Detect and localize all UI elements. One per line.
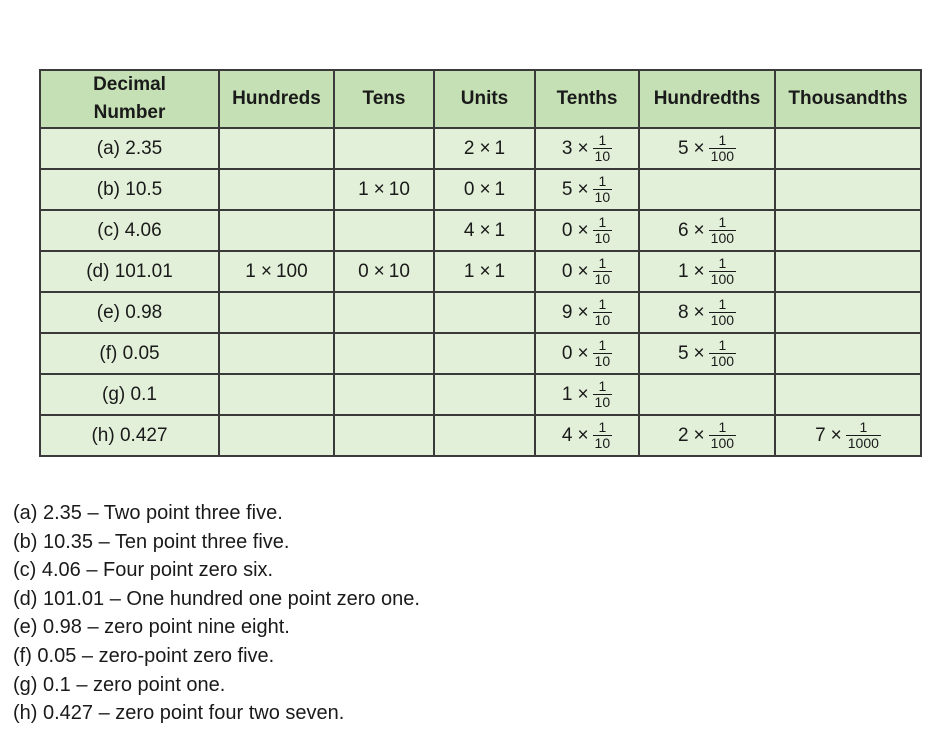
units-cell: [434, 415, 535, 456]
place-value-term: [678, 420, 736, 451]
digit: 5: [677, 342, 689, 364]
fraction: [593, 174, 613, 205]
fraction-numerator: 1: [718, 132, 727, 148]
hundredths-cell: [639, 251, 775, 292]
fraction-denominator: 10: [594, 394, 611, 410]
place-value-term: [815, 420, 881, 451]
fraction: [593, 338, 613, 369]
fraction: [593, 379, 613, 410]
place-value-term: [562, 133, 612, 164]
place-value-term: [678, 256, 736, 287]
table-row: [40, 374, 921, 415]
reading-item: (f) 0.05 – zero-point zero five.: [13, 644, 275, 667]
place-value-table: [39, 69, 922, 457]
digit: 9: [561, 301, 573, 323]
fraction-numerator: 1: [718, 419, 727, 435]
digit: 2: [463, 137, 475, 159]
fraction-denominator: 100: [710, 271, 735, 287]
table-row: [40, 128, 921, 169]
tenths-cell: [535, 333, 639, 374]
tens-cell: [334, 292, 434, 333]
place-multiplier: 100: [275, 260, 308, 282]
thousandths-cell: [775, 210, 921, 251]
place-multiplier: 10: [388, 178, 410, 200]
digit: 7: [815, 424, 826, 446]
fraction-numerator: 1: [718, 296, 727, 312]
reading-item: (a) 2.35 – Two point three five.: [13, 502, 283, 524]
fraction-numerator: 1: [598, 296, 607, 312]
times-sign: ×: [693, 219, 705, 241]
times-sign: ×: [693, 301, 705, 323]
hundreds-cell: [219, 128, 334, 169]
hundredths-cell: [639, 128, 775, 169]
fraction-numerator: 1: [718, 214, 727, 230]
place-multiplier: 10: [388, 260, 410, 282]
times-sign: ×: [693, 424, 705, 446]
thousandths-cell: [775, 169, 921, 210]
units-cell: [434, 128, 535, 169]
tens-cell: [334, 333, 434, 374]
fraction-numerator: 1: [598, 132, 607, 148]
thousandths-cell: [775, 251, 921, 292]
times-sign: ×: [693, 342, 705, 364]
times-sign: ×: [479, 137, 491, 159]
times-sign: ×: [577, 301, 589, 323]
hundreds-cell: [219, 415, 334, 456]
place-value-term: [464, 220, 505, 242]
place-value-term: [464, 261, 505, 283]
place-value-term: [678, 338, 736, 369]
times-sign: ×: [577, 137, 589, 159]
header-hundredths: Hundredths: [639, 70, 775, 128]
decimal-number-cell: (c) 4.06: [40, 210, 219, 251]
place-value-term: [562, 379, 612, 410]
hundredths-cell: [639, 169, 775, 210]
reading-item: (d) 101.01 – One hundred one point zero one.: [13, 587, 420, 610]
reading-item: (b) 10.35 – Ten point three five.: [13, 530, 290, 553]
fraction-denominator: 100: [710, 148, 735, 164]
digit: 1: [677, 260, 689, 282]
place-multiplier: 1: [494, 260, 506, 282]
times-sign: ×: [577, 342, 589, 364]
times-sign: ×: [693, 260, 705, 282]
hundreds-cell: [219, 374, 334, 415]
digit: 0: [463, 178, 475, 200]
table-row: [40, 251, 921, 292]
hundredths-cell: [639, 333, 775, 374]
place-value-term: [245, 261, 307, 283]
table-row: [40, 169, 921, 210]
fraction-denominator: 100: [710, 435, 735, 451]
fraction-numerator: 1: [598, 378, 607, 394]
times-sign: ×: [577, 424, 589, 446]
digit: 0: [358, 260, 369, 282]
digit: 1: [245, 260, 256, 282]
tens-cell: [334, 374, 434, 415]
units-cell: [434, 210, 535, 251]
fraction: [593, 256, 613, 287]
place-value-term: [562, 215, 612, 246]
fraction: [709, 215, 736, 246]
hundreds-cell: [219, 251, 334, 292]
decimal-number-cell: (h) 0.427: [40, 415, 219, 456]
fraction-denominator: 100: [710, 230, 735, 246]
place-value-term: [678, 133, 736, 164]
fraction-numerator: 1: [598, 214, 607, 230]
header-tens: Tens: [334, 70, 434, 128]
fraction: [593, 215, 613, 246]
times-sign: ×: [260, 260, 272, 282]
times-sign: ×: [479, 178, 491, 200]
tenths-cell: [535, 210, 639, 251]
place-value-term: [464, 138, 505, 160]
header-thousandths: Thousandths: [775, 70, 921, 128]
place-value-term: [562, 297, 612, 328]
decimal-number-cell: (a) 2.35: [40, 128, 219, 169]
tens-cell: [334, 128, 434, 169]
decimal-number-cell: (e) 0.98: [40, 292, 219, 333]
table-row: [40, 210, 921, 251]
hundreds-cell: [219, 292, 334, 333]
reading-item: (e) 0.98 – zero point nine eight.: [13, 616, 290, 639]
hundreds-cell: [219, 210, 334, 251]
place-value-term: [464, 179, 505, 201]
tenths-cell: [535, 251, 639, 292]
place-value-term: [562, 256, 612, 287]
thousandths-cell: [775, 128, 921, 169]
fraction: [846, 420, 881, 451]
place-multiplier: 1: [494, 178, 506, 200]
tenths-cell: [535, 415, 639, 456]
times-sign: ×: [577, 260, 589, 282]
digit: 0: [561, 342, 573, 364]
place-value-term: [562, 338, 612, 369]
units-cell: [434, 292, 535, 333]
fraction-denominator: 10: [594, 312, 611, 328]
fraction: [709, 256, 736, 287]
hundredths-cell: [639, 374, 775, 415]
fraction: [709, 338, 736, 369]
tens-cell: [334, 251, 434, 292]
reading-item: (g) 0.1 – zero point one.: [13, 673, 226, 696]
place-value-term: [678, 297, 736, 328]
fraction-numerator: 1: [598, 255, 607, 271]
times-sign: ×: [830, 424, 842, 446]
place-multiplier: 1: [494, 137, 506, 159]
header-decimal-number-line-2: Number: [93, 102, 166, 123]
digit: 5: [561, 178, 573, 200]
tens-cell: [334, 169, 434, 210]
table-row: [40, 415, 921, 456]
units-cell: [434, 251, 535, 292]
fraction: [709, 420, 736, 451]
fraction-numerator: 1: [859, 419, 868, 435]
fraction-numerator: 1: [718, 337, 727, 353]
digit: 0: [561, 260, 573, 282]
tenths-cell: [535, 128, 639, 169]
digit: 4: [561, 424, 573, 446]
table-row: [40, 333, 921, 374]
hundredths-cell: [639, 210, 775, 251]
place-value-term: [562, 174, 612, 205]
digit: 8: [677, 301, 689, 323]
digit: 1: [358, 178, 369, 200]
digit: 5: [677, 137, 689, 159]
thousandths-cell: [775, 333, 921, 374]
reading-item: (h) 0.427 – zero point four two seven.: [13, 702, 345, 725]
digit: 0: [561, 219, 573, 241]
header-tenths: Tenths: [535, 70, 639, 128]
digit: 3: [561, 137, 573, 159]
fraction: [593, 133, 613, 164]
fraction-denominator: 10: [594, 271, 611, 287]
tens-cell: [334, 210, 434, 251]
digit: 4: [463, 219, 475, 241]
decimal-number-cell: (f) 0.05: [40, 333, 219, 374]
place-value-term: [358, 261, 410, 283]
header-decimal-number-line-1: Decimal: [93, 74, 166, 95]
fraction-numerator: 1: [718, 255, 727, 271]
fraction-denominator: 10: [594, 148, 611, 164]
decimal-number-cell: (g) 0.1: [40, 374, 219, 415]
table-row: [40, 292, 921, 333]
hundreds-cell: [219, 169, 334, 210]
digit: 1: [561, 383, 573, 405]
thousandths-cell: [775, 415, 921, 456]
tenths-cell: [535, 292, 639, 333]
fraction-denominator: 10: [594, 189, 611, 205]
header-decimal-number: [40, 70, 219, 128]
times-sign: ×: [479, 219, 491, 241]
units-cell: [434, 374, 535, 415]
header-row: [40, 70, 921, 128]
header-hundreds: Hundreds: [219, 70, 334, 128]
reading-item: (c) 4.06 – Four point zero six.: [13, 559, 274, 582]
times-sign: ×: [577, 178, 589, 200]
hundredths-cell: [639, 415, 775, 456]
fraction-denominator: 10: [594, 435, 611, 451]
table-body: [40, 128, 921, 456]
header-units: Units: [434, 70, 535, 128]
times-sign: ×: [479, 260, 491, 282]
fraction-denominator: 1000: [847, 435, 879, 451]
fraction: [709, 133, 736, 164]
decimal-number-cell: (d) 101.01: [40, 251, 219, 292]
units-cell: [434, 333, 535, 374]
times-sign: ×: [577, 383, 589, 405]
place-value-term: [678, 215, 736, 246]
digit: 1: [463, 260, 475, 282]
tenths-cell: [535, 374, 639, 415]
place-value-term: [562, 420, 612, 451]
fraction-denominator: 10: [594, 353, 611, 369]
fraction: [709, 297, 736, 328]
times-sign: ×: [373, 178, 385, 200]
fraction-denominator: 100: [710, 353, 735, 369]
units-cell: [434, 169, 535, 210]
decimal-readings-list: [13, 499, 420, 728]
thousandths-cell: [775, 374, 921, 415]
fraction-numerator: 1: [598, 173, 607, 189]
thousandths-cell: [775, 292, 921, 333]
fraction-numerator: 1: [598, 419, 607, 435]
times-sign: ×: [577, 219, 589, 241]
place-multiplier: 1: [494, 219, 506, 241]
tenths-cell: [535, 169, 639, 210]
place-value-term: [358, 179, 410, 201]
fraction: [593, 420, 613, 451]
digit: 2: [677, 424, 689, 446]
digit: 6: [677, 219, 689, 241]
fraction-numerator: 1: [598, 337, 607, 353]
decimal-number-cell: (b) 10.5: [40, 169, 219, 210]
fraction-denominator: 100: [710, 312, 735, 328]
fraction-denominator: 10: [594, 230, 611, 246]
times-sign: ×: [693, 137, 705, 159]
fraction: [593, 297, 613, 328]
times-sign: ×: [373, 260, 385, 282]
hundredths-cell: [639, 292, 775, 333]
hundreds-cell: [219, 333, 334, 374]
tens-cell: [334, 415, 434, 456]
